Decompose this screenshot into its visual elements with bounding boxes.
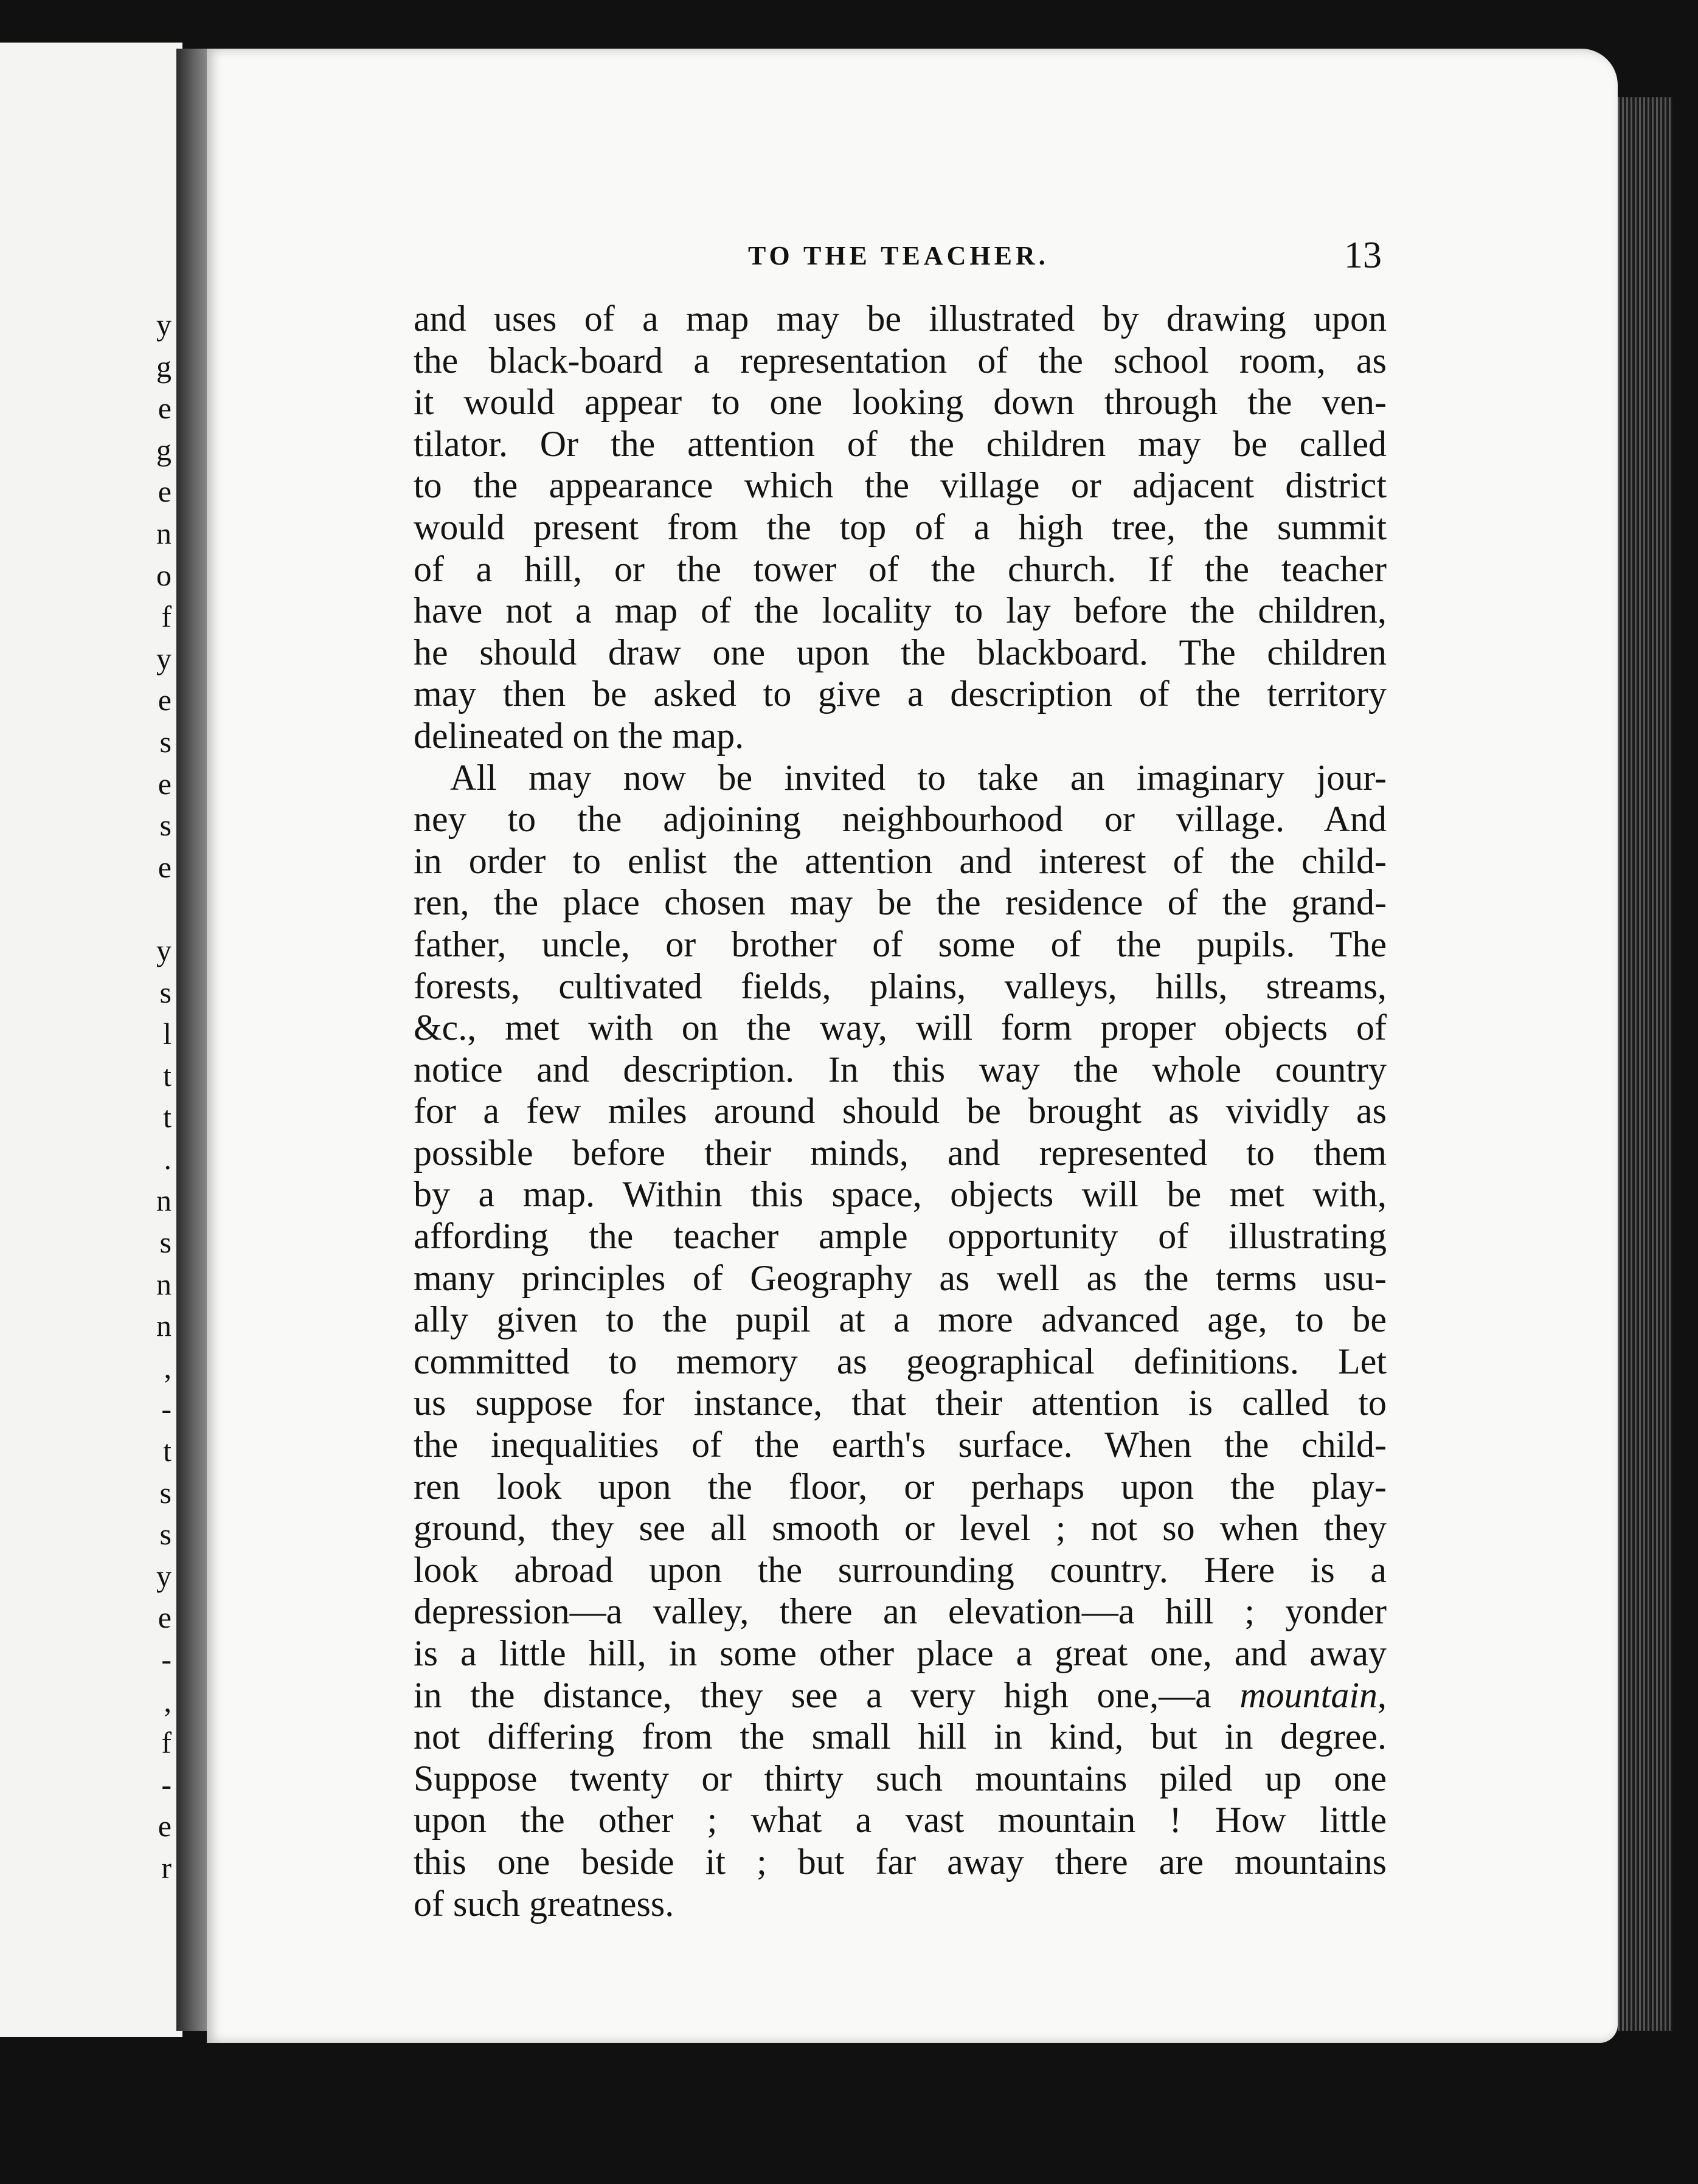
edge-char: f bbox=[161, 600, 172, 634]
text-line: many principles of Geography as well as the terms usu- bbox=[414, 1257, 1387, 1298]
text-line: ally given to the pupil at a more advanced age, to be bbox=[414, 1299, 1387, 1340]
text-line: ren, the place chosen may be the residence of the grand- bbox=[414, 882, 1387, 923]
text-line: upon the other ; what a vast mountain ! How little bbox=[414, 1800, 1387, 1840]
edge-char: e bbox=[158, 391, 172, 426]
text-line: us suppose for instance, that their attention is called to bbox=[414, 1383, 1387, 1423]
text-line: notice and description. In this way the whole country bbox=[414, 1049, 1387, 1090]
edge-char: s bbox=[159, 1225, 172, 1260]
text-line: father, uncle, or brother of some of the pupils. The bbox=[414, 924, 1387, 964]
text-line: of a hill, or the tower of the church. If the teacher bbox=[414, 548, 1387, 589]
edge-char: , bbox=[164, 1350, 172, 1384]
edge-char: n bbox=[156, 1308, 172, 1343]
edge-char: y bbox=[156, 641, 172, 676]
text-segment: , bbox=[1377, 1674, 1387, 1715]
text-line: ground, they see all smooth or level ; not so when they bbox=[414, 1508, 1387, 1549]
text-line: All may now be invited to take an imaginary jour- bbox=[450, 757, 1387, 798]
text-segment: in the distance, they see a very high one,—a bbox=[414, 1674, 1240, 1715]
text-line: may then be asked to give a description of the territory bbox=[414, 674, 1387, 714]
edge-char: g bbox=[156, 432, 172, 467]
italic-word: mountain bbox=[1239, 1674, 1377, 1715]
edge-char: s bbox=[159, 724, 172, 759]
edge-char: - bbox=[161, 1642, 172, 1676]
edge-char: n bbox=[156, 1267, 172, 1301]
edge-char: n bbox=[156, 516, 172, 550]
running-head: TO THE TEACHER. bbox=[748, 241, 1049, 271]
edge-char: e bbox=[158, 683, 172, 717]
edge-char: s bbox=[159, 808, 172, 843]
edge-char: s bbox=[159, 1475, 172, 1510]
text-line: this one beside it ; but far away there are mountains bbox=[414, 1841, 1387, 1882]
text-line: have not a map of the locality to lay before the children, bbox=[414, 590, 1387, 631]
text-line: delineated on the map. bbox=[414, 715, 744, 756]
edge-char: . bbox=[164, 1141, 172, 1176]
text-line: depression—a valley, there an elevation—a hill ; yonder bbox=[414, 1591, 1387, 1632]
edge-char: s bbox=[159, 1517, 172, 1552]
text-line: by a map. Within this space, objects will be met with, bbox=[414, 1174, 1387, 1215]
left-page-edge-text bbox=[147, 304, 172, 1889]
edge-char: y bbox=[156, 308, 172, 342]
text-line: would present from the top of a high tree, the summit bbox=[414, 506, 1387, 547]
text-line: to the appearance which the village or adjacent district bbox=[414, 465, 1387, 506]
paragraph bbox=[414, 757, 1387, 1674]
edge-char: s bbox=[159, 975, 172, 1009]
edge-char: y bbox=[156, 1558, 172, 1593]
text-line: tilator. Or the attention of the children may be called bbox=[414, 423, 1387, 464]
text-line: possible before their minds, and represented to them bbox=[414, 1132, 1387, 1173]
edge-char: n bbox=[156, 1183, 172, 1218]
text-line: and uses of a map may be illustrated by drawing upon bbox=[414, 299, 1387, 339]
edge-char: e bbox=[158, 1809, 172, 1844]
text-line: look abroad upon the surrounding country. Here is a bbox=[414, 1549, 1387, 1590]
edge-char: r bbox=[161, 1850, 172, 1885]
edge-char: - bbox=[161, 1392, 172, 1426]
edge-char: e bbox=[158, 766, 172, 801]
edge-char: y bbox=[156, 933, 172, 967]
text-line: he should draw one upon the blackboard. The children bbox=[414, 632, 1387, 672]
text-line: forests, cultivated fields, plains, valleys, hills, streams, bbox=[414, 966, 1387, 1006]
text-line: in order to enlist the attention and interest of the child- bbox=[414, 840, 1387, 881]
paragraph bbox=[414, 298, 1387, 757]
edge-char: e bbox=[158, 1600, 172, 1635]
edge-char: - bbox=[161, 1767, 172, 1802]
edge-char: t bbox=[163, 1100, 172, 1135]
text-line: committed to memory as geographical definitions. Let bbox=[414, 1341, 1387, 1381]
text-line: of such greatness. bbox=[414, 1883, 674, 1924]
text-line: not differing from the small hill in kind, but in degree. bbox=[414, 1716, 1387, 1757]
edge-char: t bbox=[163, 1058, 172, 1093]
edge-char: , bbox=[164, 1684, 172, 1718]
text-line: the black-board a representation of the school room, as bbox=[414, 340, 1387, 381]
text-line: ren look upon the floor, or perhaps upon the play- bbox=[414, 1466, 1387, 1507]
edge-char: o bbox=[156, 558, 172, 592]
text-line: ney to the adjoining neighbourhood or village. And bbox=[414, 799, 1387, 840]
edge-char: f bbox=[161, 1726, 172, 1760]
edge-char bbox=[147, 888, 172, 930]
text-line: it would appear to one looking down through the ven- bbox=[414, 382, 1387, 423]
paragraph bbox=[414, 1716, 1387, 1924]
edge-char: g bbox=[156, 349, 172, 384]
page-number: 13 bbox=[1344, 235, 1382, 276]
edge-char: t bbox=[163, 1434, 172, 1468]
edge-char: e bbox=[158, 474, 172, 509]
text-line: is a little hill, in some other place a great one, and away bbox=[414, 1633, 1387, 1673]
text-line: the inequalities of the earth's surface. When the child- bbox=[414, 1425, 1387, 1465]
text-line: &c., met with on the way, will form proper objects of bbox=[414, 1007, 1387, 1048]
text-line: affording the teacher ample opportunity of illustrating bbox=[414, 1216, 1387, 1257]
left-page bbox=[0, 43, 182, 2037]
text-line: for a few miles around should be brought as vividly as bbox=[414, 1091, 1387, 1132]
edge-char: l bbox=[163, 1017, 172, 1051]
text-line: Suppose twenty or thirty such mountains piled up one bbox=[414, 1758, 1387, 1799]
text-line bbox=[414, 1674, 1387, 1716]
edge-char: e bbox=[158, 849, 172, 884]
body-text bbox=[414, 298, 1387, 1924]
